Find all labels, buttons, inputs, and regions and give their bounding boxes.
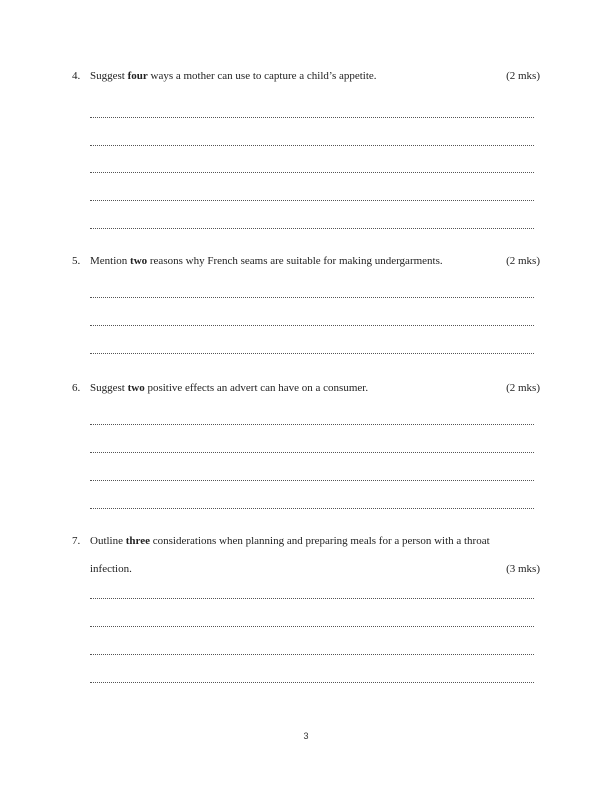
question-number: 7. bbox=[72, 535, 81, 547]
marks-label: (3 mks) bbox=[506, 563, 540, 575]
answer-line[interactable] bbox=[90, 626, 534, 627]
answer-line[interactable] bbox=[90, 353, 534, 354]
answer-line[interactable] bbox=[90, 200, 534, 201]
answer-line[interactable] bbox=[90, 297, 534, 298]
answer-line[interactable] bbox=[90, 480, 534, 481]
question-5 bbox=[72, 254, 540, 268]
answer-line[interactable] bbox=[90, 117, 534, 118]
question-4 bbox=[72, 69, 540, 83]
answer-line[interactable] bbox=[90, 325, 534, 326]
answer-line[interactable] bbox=[90, 424, 534, 425]
answer-line[interactable] bbox=[90, 145, 534, 146]
marks-label: (2 mks) bbox=[506, 382, 540, 394]
answer-line[interactable] bbox=[90, 508, 534, 509]
answer-line[interactable] bbox=[90, 172, 534, 173]
question-text: Suggest four ways a mother can use to capture a child’s appetite. bbox=[90, 70, 377, 82]
answer-line[interactable] bbox=[90, 654, 534, 655]
question-7 bbox=[72, 534, 540, 576]
question-number: 6. bbox=[72, 382, 81, 394]
marks-label: (2 mks) bbox=[506, 70, 540, 82]
answer-line[interactable] bbox=[90, 452, 534, 453]
question-number: 5. bbox=[72, 255, 81, 267]
question-text: Outline three considerations when planning and preparing meals for a person with a throat bbox=[90, 535, 490, 547]
question-6 bbox=[72, 381, 540, 395]
answer-line[interactable] bbox=[90, 682, 534, 683]
marks-label: (2 mks) bbox=[506, 255, 540, 267]
question-text-continuation: infection. bbox=[90, 563, 132, 575]
question-text: Suggest two positive effects an advert can have on a consumer. bbox=[90, 382, 369, 394]
question-text: Mention two reasons why French seams are suitable for making undergarments. bbox=[90, 255, 443, 267]
answer-line[interactable] bbox=[90, 228, 534, 229]
answer-line[interactable] bbox=[90, 598, 534, 599]
question-number: 4. bbox=[72, 70, 81, 82]
page-number: 3 bbox=[303, 731, 309, 741]
